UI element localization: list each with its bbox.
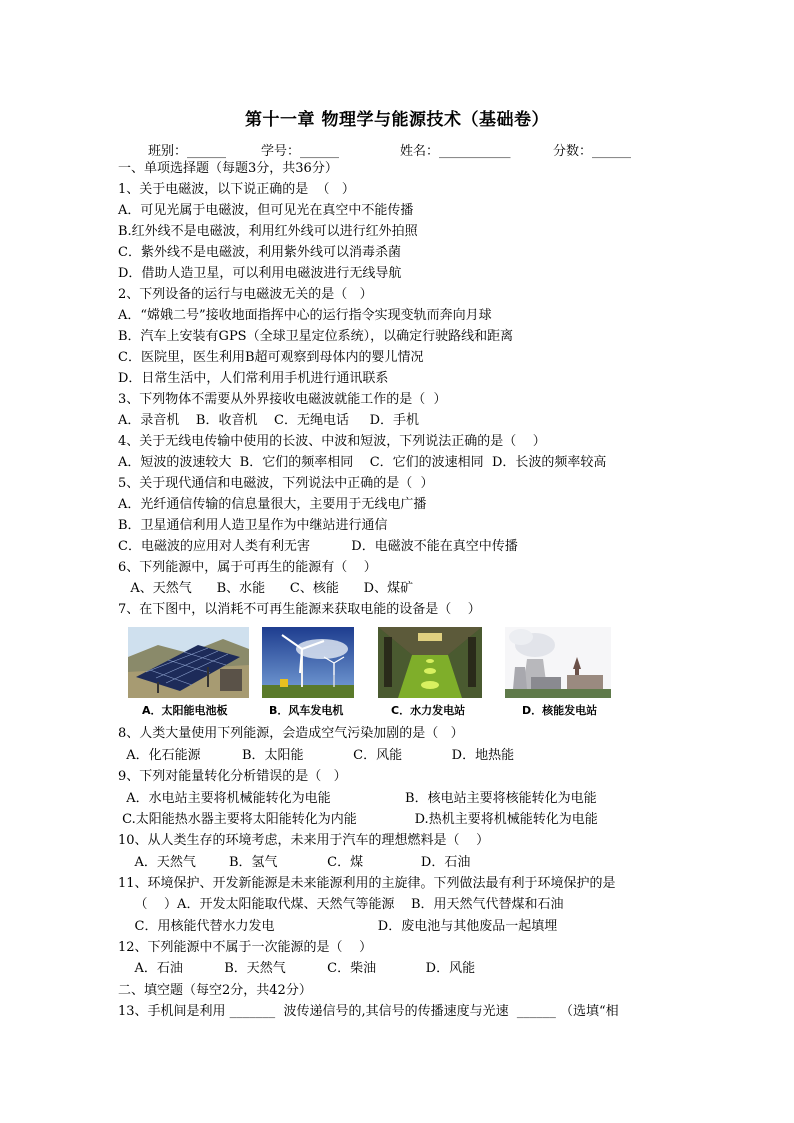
question-line: C．电磁波的应用对人类有利无害 D．电磁波不能在真空中传播 xyxy=(118,539,518,554)
solar-panel-photo xyxy=(128,627,249,698)
class-field xyxy=(148,140,226,159)
question-line: 10、从人类生存的环境考虑，未来用于汽车的理想燃料是（ ） xyxy=(118,833,490,848)
nuclear-plant-photo xyxy=(505,627,611,698)
id-blank: ______ xyxy=(300,144,340,159)
question-line: C．用核能代替水力发电 D．废电池与其他废品一起填埋 xyxy=(118,919,558,934)
question-line: A．短波的波速较大 B．它们的频率相同 C．它们的波速相同 D．长波的频率较高 xyxy=(118,455,607,470)
question-line: D．日常生活中，人们常利用手机进行通讯联系 xyxy=(118,371,389,386)
class-blank: ______ xyxy=(187,144,227,159)
question-line: C.太阳能热水器主要将太阳能转化为内能 D.热机主要将机械能转化为电能 xyxy=(118,812,598,827)
question-line: A．石油 B．天然气 C．柴油 D．风能 xyxy=(118,961,476,976)
hydro-station-photo xyxy=(378,627,482,698)
question-line: 11、环境保护、开发新能源是未来能源利用的主旋律。下列做法最有利于环境保护的是 xyxy=(118,876,616,891)
question-line: D．借助人造卫星，可以利用电磁波进行无线导航 xyxy=(118,266,402,281)
question-line: A．水电站主要将机械能转化为电能 B．核电站主要将核能转化为电能 xyxy=(118,791,597,806)
name-blank: ___________ xyxy=(439,144,511,159)
question-line: 8、人类大量使用下列能源，会造成空气污染加剧的是（ ） xyxy=(118,726,464,741)
question-line: 2、下列设备的运行与电磁波无关的是（ ） xyxy=(118,287,373,302)
question-line: 13、手机间是利用 _______ 波传递信号的,其信号的传播速度与光速 ______ （选填“相 xyxy=(118,1004,619,1019)
question-line: （ ）A．开发太阳能取代煤、天然气等能源 B．用天然气代替煤和石油 xyxy=(118,897,564,912)
question-line: A．光纤通信传输的信息量很大，主要用于无线电广播 xyxy=(118,497,427,512)
question-line: A．“嫦娥二号”接收地面指挥中心的运行指令实现变轨而奔向月球 xyxy=(118,308,492,323)
question-line: 9、下列对能量转化分析错误的是（ ） xyxy=(118,769,347,784)
question-line: A．化石能源 B．太阳能 C．风能 D．地热能 xyxy=(118,748,515,763)
name-field xyxy=(400,140,511,159)
wind-turbine-photo xyxy=(262,627,354,698)
score-field xyxy=(553,140,631,159)
student-id-field xyxy=(261,140,339,159)
question-line: C．紫外线不是电磁波，利用紫外线可以消毒杀菌 xyxy=(118,245,401,260)
question-line: A．可见光属于电磁波，但可见光在真空中不能传播 xyxy=(118,203,414,218)
question-line: C．医院里，医生利用B超可观察到母体内的婴儿情况 xyxy=(118,350,424,365)
question-line: B．汽车上安装有GPS（全球卫星定位系统），以确定行驶路线和距离 xyxy=(118,329,514,344)
question-line: B.红外线不是电磁波，利用红外线可以进行红外拍照 xyxy=(118,224,418,239)
name-label: 姓名： xyxy=(400,144,440,159)
question-line: 4、关于无线电传输中使用的长波、中波和短波，下列说法正确的是（ ） xyxy=(118,434,546,449)
question-line: 6、下列能源中，属于可再生的能源有（ ） xyxy=(118,560,377,575)
class-label: 班别： xyxy=(148,144,188,159)
question-line: 5、关于现代通信和电磁波，下列说法中正确的是（ ） xyxy=(118,476,434,491)
id-label: 学号： xyxy=(261,144,301,159)
question-line: B．卫星通信利用人造卫星作为中继站进行通信 xyxy=(118,518,388,533)
question-line: 12、下列能源中不属于一次能源的是（ ） xyxy=(118,940,373,955)
question-line: 1、关于电磁波，以下说正确的是 （ ） xyxy=(118,182,355,197)
caption-d: D．核能发电站 xyxy=(522,704,598,717)
caption-b: B．风车发电机 xyxy=(269,704,344,717)
caption-a: A．太阳能电池板 xyxy=(142,704,228,717)
score-label: 分数： xyxy=(553,144,593,159)
question-line: 7、在下图中，以消耗不可再生能源来获取电能的设备是（ ） xyxy=(118,602,481,617)
section-1-heading: 一、单项选择题（每题3分，共36分） xyxy=(118,161,338,176)
question-line: A．录音机 B．收音机 C．无绳电话 D．手机 xyxy=(118,413,420,428)
score-blank: ______ xyxy=(592,144,632,159)
question-line: 3、下列物体不需要从外界接收电磁波就能工作的是（ ） xyxy=(118,392,447,407)
question-line: A、天然气 B、水能 C、核能 D、煤矿 xyxy=(118,581,414,596)
section-2-heading: 二、填空题（每空2分，共42分） xyxy=(118,983,312,998)
caption-c: C．水力发电站 xyxy=(391,704,466,717)
question-line: A．天然气 B．氢气 C．煤 D．石油 xyxy=(118,855,471,870)
page-title: 第十一章 物理学与能源技术（基础卷） xyxy=(245,110,549,130)
